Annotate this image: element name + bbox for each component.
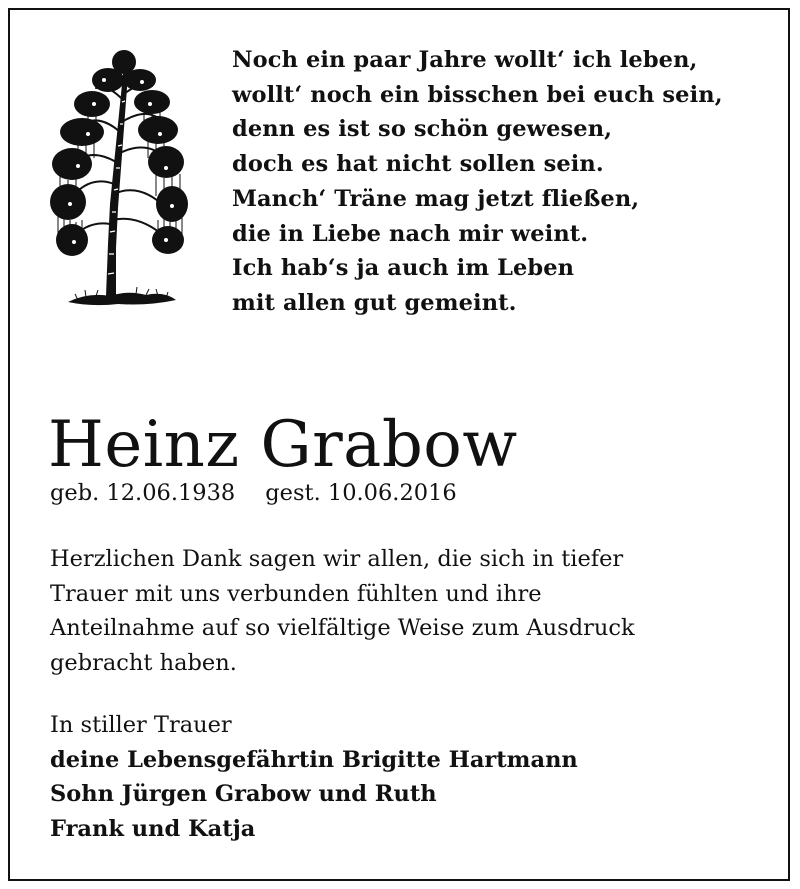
poem-line: Manch‘ Träne mag jetzt fließen, — [232, 185, 640, 212]
deceased-name: Heinz Grabow — [48, 407, 518, 482]
thanks-text — [50, 542, 770, 680]
death-date: gest. 10.06.2016 — [265, 480, 457, 506]
birch-tree-icon — [48, 44, 190, 310]
thanks-line: Herzlichen Dank sagen wir allen, die sich in tiefer — [50, 546, 624, 572]
poem-line: doch es hat nicht sollen sein. — [232, 151, 604, 178]
poem-line: die in Liebe nach mir weint. — [232, 220, 589, 247]
thanks-line: Anteilnahme auf so vielfältige Weise zum Ausdruck — [50, 615, 635, 641]
mourners-lead: In stiller Trauer — [50, 712, 232, 738]
poem-line: Noch ein paar Jahre wollt‘ ich leben, — [232, 47, 698, 73]
mourner-name: deine Lebensgefährtin Brigitte Hartmann — [50, 746, 578, 773]
memorial-poem — [232, 43, 723, 321]
poem-line: mit allen gut gemeint. — [232, 289, 517, 316]
thanks-line: gebracht haben. — [50, 649, 237, 676]
thanks-line: Trauer mit uns verbunden fühlten und ihre — [50, 580, 542, 607]
birth-date: geb. 12.06.1938 — [50, 480, 236, 506]
mourner-name: Frank und Katja — [50, 815, 256, 842]
mourners-block — [50, 708, 578, 846]
life-dates — [50, 478, 457, 508]
poem-line: Ich hab‘s ja auch im Leben — [232, 255, 575, 282]
mourner-name: Sohn Jürgen Grabow und Ruth — [50, 781, 437, 807]
poem-line: denn es ist so schön gewesen, — [232, 116, 613, 143]
poem-line: wollt‘ noch ein bisschen bei euch sein, — [232, 81, 723, 108]
mourners-list — [50, 743, 578, 847]
